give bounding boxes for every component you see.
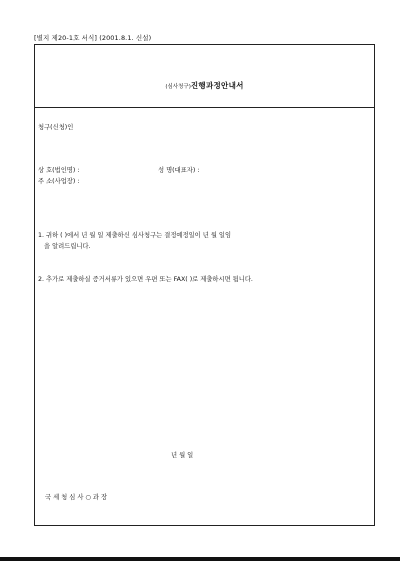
notice-item-1-line-1: 1. 귀하 ( )에서 년 월 일 제출하신 심사청구는 결정예정일이 년 월 일임 xyxy=(38,232,232,239)
date-line: 년 월 일 xyxy=(171,452,194,459)
issuer-label: 국 세 청 심 사 ○ 과 장 xyxy=(45,494,108,501)
title-main: 진행과정안내서 xyxy=(190,81,244,90)
form-container xyxy=(34,44,375,526)
notice-item-1-line-2: 을 알려드립니다. xyxy=(44,243,91,250)
representative-label: 성 명(대표자) : xyxy=(158,167,200,174)
trade-name-label: 상 호(법인명) : xyxy=(38,167,80,174)
title-section xyxy=(35,45,374,108)
title-prefix: (심사청구) xyxy=(165,84,191,90)
claimant-label: 청구(신청)인 xyxy=(38,124,74,131)
notice-item-2: 2. 추가로 제출하실 증거서류가 있으면 우편 또는 FAX( )로 제출하시면 됩니다. xyxy=(38,276,253,283)
address-label: 주 소(사업장) : xyxy=(38,178,80,185)
form-reference: [별지 제20-1호 서식] (2001.8.1. 신설) xyxy=(34,34,152,42)
bottom-border-bar xyxy=(0,557,400,561)
document-title xyxy=(35,73,374,92)
